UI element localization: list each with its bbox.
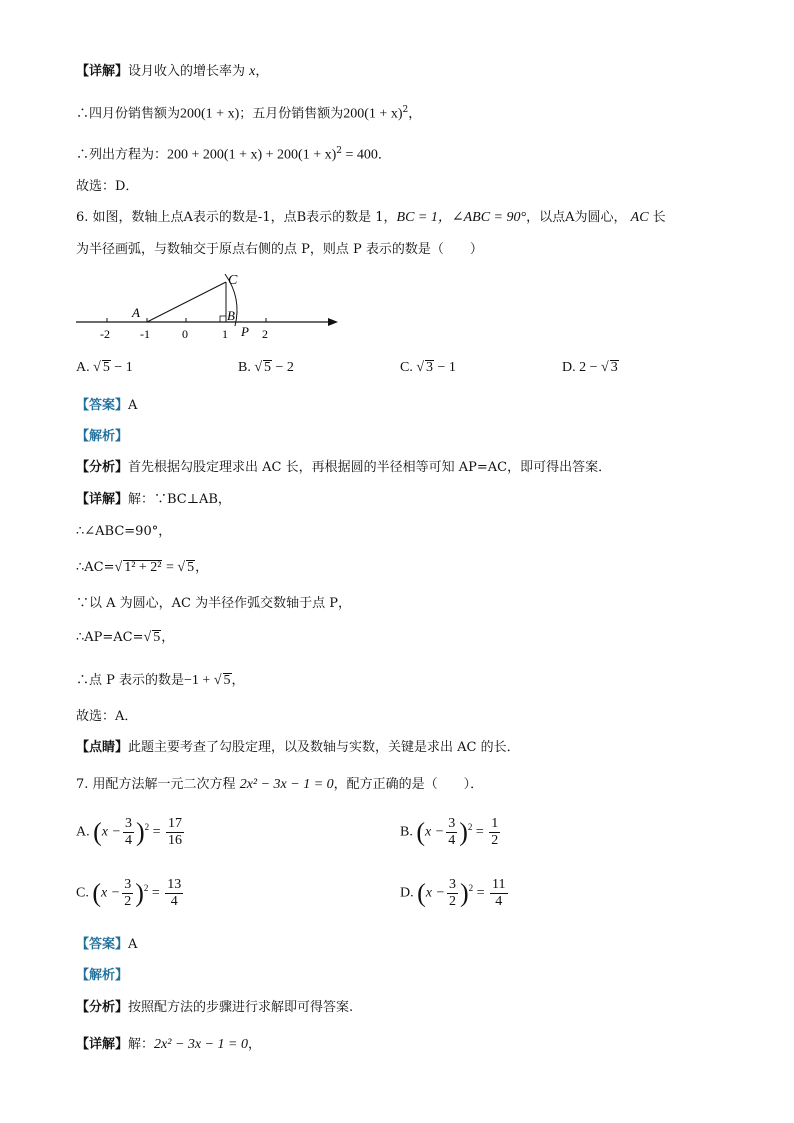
q6-analysis-line [76, 458, 611, 478]
q6-stem-text-2: ，以点A为圆心， [526, 210, 627, 225]
april-sales-label: ∴四月份销售额为 [76, 106, 181, 122]
point-a-label: A [132, 305, 140, 320]
q7-stem-text-2: ，配方正确的是（ ）． [333, 777, 484, 792]
q6-step-3: ∵以 A 为圆心，AC 为半径作弧交数轴于点 P， [76, 596, 351, 611]
q7-answer-line [76, 935, 137, 955]
q7-option-d[interactable]: D. (x − $\frac{3}{2}$ )$^2$ = $\frac{11}{4}$ [400, 877, 506, 909]
radicand: 1² + 2² [124, 560, 162, 575]
detail-line-2 [76, 100, 421, 124]
q6-answer-line [76, 396, 137, 416]
punct: ， [195, 560, 209, 575]
denominator: 2 [124, 894, 132, 909]
exponent: 2 [336, 146, 342, 156]
radicand: 5 [102, 360, 110, 375]
option-letter: B. [400, 824, 413, 840]
option-pre: 2 − [579, 360, 602, 375]
detail-line-1 [76, 62, 268, 82]
tick-label-1: 1 [222, 327, 228, 341]
punct: ， [161, 630, 175, 645]
rhs-denominator: 16 [168, 833, 183, 848]
q6-option-c[interactable]: C. √ 3 − 1 [400, 360, 456, 375]
detail-text: 解： [128, 1037, 155, 1052]
option-letter: C. [400, 360, 413, 375]
punct: ， [231, 673, 245, 688]
detail-text: 设月收入的增长率为 [128, 64, 246, 79]
detail-line-3 [76, 141, 391, 165]
number-line-figure [70, 268, 350, 348]
q6-analysis-tag: 【解析】 [76, 429, 129, 444]
option-letter: C. [76, 885, 89, 901]
q6-step-5: ∴点 P 表示的数是−1 + √ 5， [76, 673, 245, 688]
q6-detail-line [76, 490, 231, 510]
punct: ， [248, 1037, 262, 1052]
q6-step-1: ∴∠ABC=90°， [76, 524, 172, 539]
equation-lhs: 200 + 200(1 + x) + 200(1 + x) [167, 147, 337, 163]
exponent: 2 [468, 883, 474, 894]
q6-option-b[interactable]: B. √ 5 − 2 [238, 360, 294, 375]
comment-text: 此题主要考查了勾股定理，以及数轴与实数，关键是求出 AC 的长． [128, 740, 520, 755]
rhs-numerator: 11 [492, 877, 506, 892]
equals: = [151, 885, 160, 901]
step-text: ∴AP=AC= [76, 630, 144, 645]
exponent: 2 [143, 883, 149, 894]
q7-detail-line [76, 1035, 261, 1055]
option-letter: B. [238, 360, 251, 375]
option-rest: − 2 [272, 360, 294, 375]
tick-label-neg2: -2 [100, 327, 110, 341]
answer-tag: 【答案】 [76, 937, 129, 952]
may-sales-expr: 200(1 + x) [343, 106, 403, 122]
q7-option-a[interactable]: A. (x − $\frac{3}{4}$ )$^2$ = $\frac{17}{16}$ [76, 816, 183, 848]
step-text: ∴点 P 表示的数是 [76, 673, 185, 688]
q6-stem-text-3: 长 [648, 210, 666, 225]
q6-stem-ac: AC [630, 210, 649, 225]
q6-step-2: ∴AC=√ 1² + 2² = √ 5， [76, 560, 209, 575]
q7-analysis-tag: 【解析】 [76, 968, 129, 983]
numerator: 3 [124, 816, 132, 831]
analysis-sub-tag: 【分析】 [76, 460, 129, 475]
equals: = [162, 560, 178, 575]
denominator: 4 [448, 833, 456, 848]
rhs-numerator: 13 [167, 877, 182, 892]
x-minus: x − [425, 885, 445, 901]
denominator: 4 [124, 833, 132, 848]
q6-choose-line: 故选：A． [76, 709, 138, 724]
variable-x: x [249, 64, 256, 79]
right-angle-mark [220, 316, 226, 322]
q6-stem-line-1 [76, 208, 666, 228]
numerator: 3 [448, 816, 456, 831]
analysis-sub-tag: 【分析】 [76, 1000, 129, 1015]
q7-stem-equation: 2x² − 3x − 1 = 0 [239, 777, 334, 792]
detail-tag: 【详解】 [76, 1037, 129, 1052]
numerator: 3 [448, 877, 456, 892]
q6-comment-line [76, 738, 520, 758]
option-rest: − 1 [110, 360, 133, 375]
radicand: 3 [610, 360, 618, 375]
tick-label-2: 2 [262, 327, 268, 341]
exponent: 2 [402, 105, 409, 115]
analysis-text: 按照配方法的步骤进行求解即可得答案. [128, 1000, 354, 1015]
q7-option-b[interactable]: B. (x − $\frac{3}{4}$ )$^2$ = $\frac{1}{2}$ [400, 816, 499, 848]
q6-option-d[interactable]: D. 2 − √ 3 [562, 360, 618, 375]
option-letter: D. [400, 885, 414, 901]
april-sales-expr: 200(1 + x) [180, 106, 240, 122]
option-letter: A. [76, 824, 90, 840]
q6-step-4: ∴AP=AC=√ 5， [76, 630, 175, 645]
option-letter: D. [562, 360, 576, 375]
tick-label-0: 0 [182, 327, 188, 341]
radicand: 3 [426, 360, 434, 375]
q7-stem-text: 7. 用配方法解一元二次方程 [76, 777, 236, 792]
q6-stem-text: 6. 如图，数轴上点A表示的数是-1，点B表示的数是 1， [76, 210, 397, 225]
analysis-text: 首先根据勾股定理求出 AC 长，再根据圆的半径相等可知 AP=AC，即可得出答案． [128, 460, 612, 475]
q7-analysis-line [76, 998, 353, 1018]
may-sales-label: ；五月份销售额为 [239, 106, 344, 122]
punct: ， [408, 106, 422, 122]
detail-tag: 【详解】 [76, 492, 129, 507]
equals: = [476, 885, 485, 901]
punct: ． [377, 147, 391, 163]
step-text: ∴AC= [76, 560, 115, 575]
equation-label: ∴列出方程为： [76, 147, 168, 163]
axis-arrow-icon [328, 318, 338, 326]
rhs-numerator: 1 [491, 816, 499, 831]
point-b-label: B [227, 308, 235, 323]
x-minus: x − [101, 824, 121, 840]
option-letter: A. [76, 360, 90, 375]
numerator: 3 [124, 877, 132, 892]
exponent: 2 [144, 822, 150, 833]
q7-option-c[interactable]: C. (x − $\frac{3}{2}$ )$^2$ = $\frac{13}{4}$ [76, 877, 182, 909]
choose-line: 故选：D． [76, 179, 139, 194]
rhs-denominator: 4 [170, 894, 178, 909]
radicand: 5 [187, 560, 195, 575]
rhs-numerator: 17 [168, 816, 183, 831]
radicand: 5 [153, 630, 161, 645]
equals: = [152, 824, 161, 840]
denominator: 2 [448, 894, 456, 909]
punct: ， [255, 64, 269, 79]
equation-rhs: = 400 [341, 147, 378, 163]
option-rest: − 1 [434, 360, 456, 375]
answer-value: A [128, 937, 138, 952]
step-math: −1 + [184, 673, 214, 688]
tick-label-neg1: -1 [140, 327, 150, 341]
x-minus: x − [425, 824, 445, 840]
comment-tag: 【点睛】 [76, 740, 129, 755]
q6-option-a[interactable]: A. √ 5 − 1 [76, 360, 133, 375]
exponent: 2 [467, 822, 473, 833]
segment-ac [147, 282, 226, 322]
q7-stem [76, 775, 483, 795]
q6-stem-line-2: 为半径画弧，与数轴交于原点右侧的点 P，则点 P 表示的数是（ ） [76, 242, 483, 257]
radicand: 5 [264, 360, 272, 375]
rhs-denominator: 2 [491, 833, 499, 848]
detail-tag: 【详解】 [76, 64, 129, 79]
q6-stem-math: BC = 1，∠ABC = 90° [396, 210, 527, 225]
equals: = [475, 824, 484, 840]
x-minus: x − [101, 885, 121, 901]
radicand: 5 [223, 673, 231, 688]
detail-equation: 2x² − 3x − 1 = 0 [154, 1037, 248, 1052]
rhs-denominator: 4 [495, 894, 503, 909]
point-c-label: C [228, 273, 238, 288]
answer-tag: 【答案】 [76, 398, 129, 413]
detail-text: 解：∵BC⊥AB， [128, 492, 231, 507]
point-p-label: P [241, 324, 249, 339]
answer-value: A [128, 398, 138, 413]
